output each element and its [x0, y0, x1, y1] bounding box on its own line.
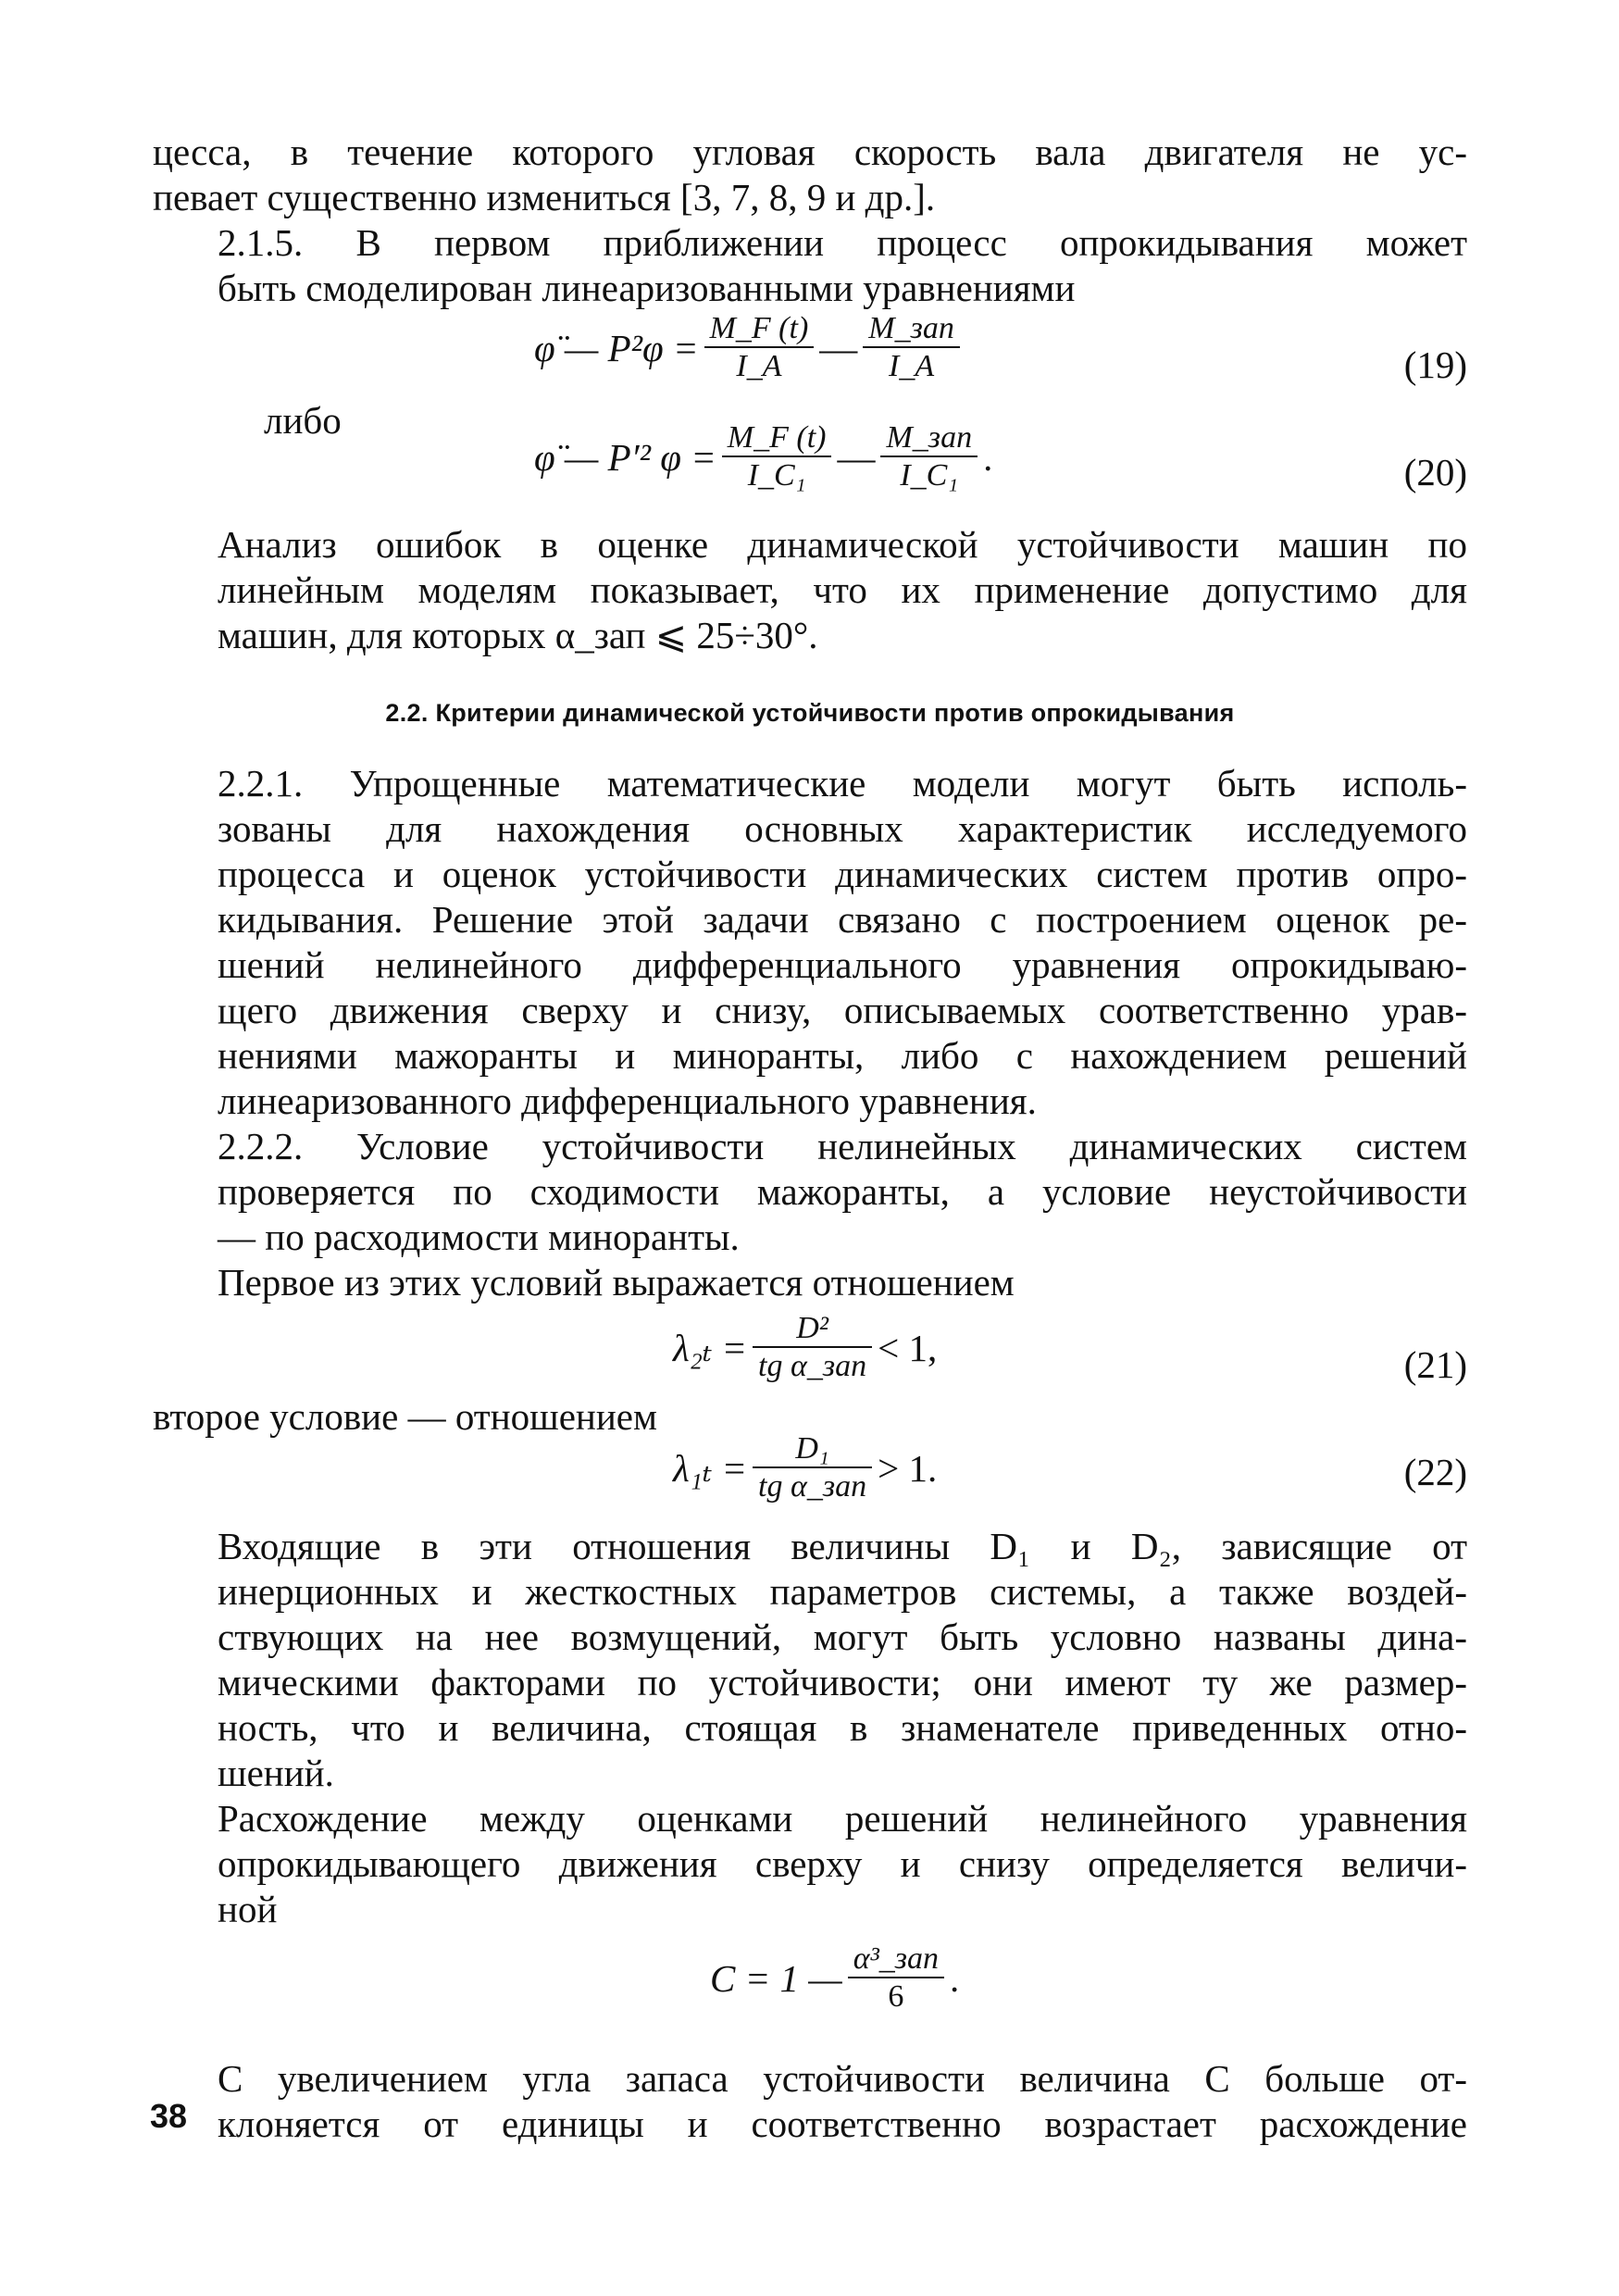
fraction-denominator: I_A [736, 349, 782, 383]
fraction-numerator: α³_зап [853, 1941, 940, 1976]
text-line: линеаризованного дифференциального уравнения. [218, 1079, 1037, 1122]
equation-number: (22) [1403, 1451, 1467, 1493]
text-line: нениями мажоранты и миноранты, либо с нахождением решений [218, 1034, 1467, 1077]
paragraph-divergence [153, 1796, 1467, 1932]
equation-rhs: > 1. [878, 1447, 938, 1490]
paragraph-2-2-1 [153, 761, 1467, 1124]
fraction-denominator: tg α_зап [758, 1469, 867, 1504]
text-line: зованы для нахождения основных характеристик исследуемого [218, 807, 1467, 850]
text-line: клоняется от единицы и соответственно возрастает расхождение [218, 2103, 1467, 2145]
text-line: кидывания. Решение этой задачи связано с построением оценок ре- [218, 898, 1467, 941]
equation-19: φ̈ — P²φ = $\frac{M\_F (t)}{I\_A}$ — $\frac{\text{M\_зап}}{I\_A}$ (19) [534, 311, 1467, 386]
text-line: Входящие в эти отношения величины D₁ и D₂, зависящие от [218, 1525, 1467, 1567]
fraction-numerator: M_зап [886, 420, 973, 455]
text-line: быть смоделирован линеаризованными уравнениями [218, 267, 1076, 309]
fraction-denominator: I_C₁ [900, 458, 959, 493]
equation-lhs: C = 1 — [710, 1957, 842, 2000]
text-line: линейным моделям показывает, что их применение допустимо для [218, 568, 1467, 611]
page-body [153, 130, 1467, 2147]
text-line: Расхождение между оценками решений нелинейного уравнения [218, 1797, 1467, 1840]
text-line: шений нелинейного дифференциального уравнения опрокидываю- [218, 943, 1467, 986]
text-line: шений. [218, 1752, 334, 1794]
text-line: певает существенно измениться [3, 7, 8, 9 и др.]. [153, 176, 936, 218]
fraction [863, 311, 960, 385]
paragraph-dynamic-factors [153, 1524, 1467, 1796]
fraction-numerator: M_F (t) [727, 420, 827, 455]
text-line: — по расходимости миноранты. [218, 1216, 740, 1258]
paragraph-2-1-5 [153, 220, 1467, 311]
equation-22 [153, 1395, 1467, 1515]
equation-lhs: λ₁ₜ = [673, 1447, 748, 1490]
fraction [753, 1431, 872, 1505]
fraction-denominator: tg α_зап [758, 1349, 867, 1383]
fraction-denominator: 6 [888, 1979, 904, 2014]
text-line: 2.2.1. Упрощенные математические модели могут быть исполь- [218, 762, 1467, 805]
text-line: процесса и оценок устойчивости динамических систем против опро- [218, 853, 1467, 895]
fraction-numerator: D² [796, 1311, 828, 1345]
text-line: ствующих на нее возмущений, могут быть условно названы дина- [218, 1616, 1467, 1658]
equation-lhs: φ̈ — P²φ = [534, 327, 699, 369]
conjunction-label: либо [264, 399, 342, 442]
equation-lhs: φ̈ — P′² φ = [534, 436, 716, 479]
equation-number: (19) [1403, 343, 1467, 386]
fraction-numerator: D₁ [795, 1431, 829, 1466]
equation-20: либо φ̈ — P′² φ = $\frac{M\_F (t)}{\text{I\_C₁}}$ — $\frac{\text{M\_зап}}{\text{I\_C₁}}$ . (20) [264, 399, 1467, 493]
equation-c [153, 1932, 1467, 2043]
text-line: Первое из этих условий выражается отношением [218, 1261, 1015, 1304]
text-line: проверяется по сходимости мажоранты, а условие неустойчивости [218, 1170, 1467, 1213]
equation-number: (21) [1403, 1343, 1467, 1386]
text-line: инерционных и жесткостных параметров системы, а также воздей- [218, 1570, 1467, 1613]
fraction [753, 1311, 872, 1385]
page-number: 38 [150, 2097, 188, 2135]
text-line: цесса, в течение которого угловая скорость вала двигателя не ус- [153, 131, 1467, 173]
fraction [880, 420, 978, 494]
text-line: Анализ ошибок в оценке динамической устойчивости машин по [218, 523, 1467, 566]
fraction [848, 1941, 944, 2015]
text-line: опрокидывающего движения сверху и снизу определяется величи- [218, 1842, 1467, 1885]
text-line: 2.2.2. Условие устойчивости нелинейных динамических систем [218, 1125, 1467, 1167]
equation-rhs: < 1, [878, 1327, 938, 1369]
equation-rhs: . [950, 1957, 960, 2000]
text-line: машин, для которых α_зап ⩽ 25÷30°. [218, 614, 818, 656]
fraction [722, 420, 832, 494]
text-line: ность, что и величина, стоящая в знаменателе приведенных отно- [218, 1706, 1467, 1749]
paragraph-analysis [153, 522, 1467, 658]
paragraph-2-2-2 [153, 1124, 1467, 1260]
equation-number: (20) [1403, 451, 1467, 493]
paragraph-intro [153, 130, 1467, 220]
text-line: ной [218, 1888, 278, 1930]
paragraph-conclusion [153, 2056, 1467, 2147]
equation-21 [153, 1311, 1467, 1404]
text-line: щего движения сверху и снизу, описываемых соответственно урав- [218, 989, 1467, 1031]
fraction-numerator: M_F (t) [709, 311, 809, 345]
fraction-denominator: I_A [889, 349, 935, 383]
fraction [704, 311, 815, 385]
text-line: мическими факторами по устойчивости; они имеют ту же размер- [218, 1661, 1467, 1703]
equation-lhs: λ₂ₜ = [673, 1327, 748, 1369]
paragraph-first-condition [153, 1260, 1467, 1305]
fraction-denominator: I_C₁ [747, 458, 806, 493]
fraction-numerator: M_зап [868, 311, 954, 345]
text-line: С увеличением угла запаса устойчивости величина С больше от- [218, 2057, 1467, 2100]
condition-label: второе условие — отношением [153, 1395, 657, 1438]
section-heading: 2.2. Критерии динамической устойчивости против опрокидывания [385, 699, 1235, 727]
text-line: 2.1.5. В первом приближении процесс опрокидывания может [218, 221, 1467, 264]
